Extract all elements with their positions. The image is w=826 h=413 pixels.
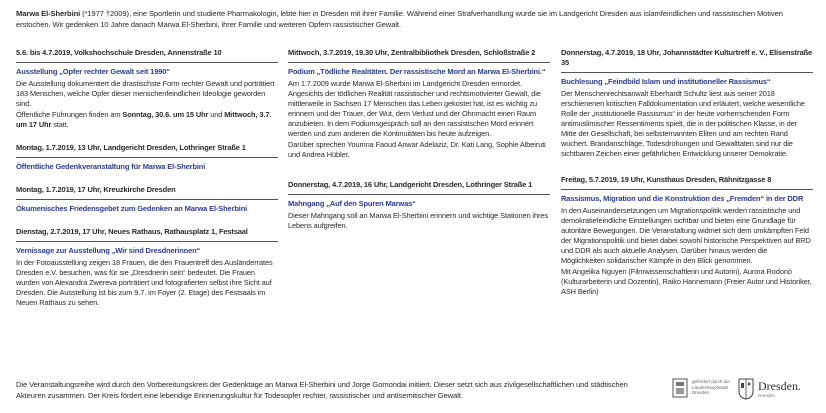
city-wordmark: Dresden. — [758, 379, 801, 393]
event-title: Öffentliche Gedenkveranstaltung für Marwa El-Sherbini — [16, 162, 206, 171]
sponsor-logo — [672, 376, 822, 410]
divider — [16, 241, 278, 242]
event-head: Montag, 1.7.2019, 17 Uhr, Kreuzkirche Dresden — [16, 185, 176, 194]
event-body — [16, 79, 278, 130]
divider — [16, 157, 278, 158]
event-kunsthaus — [561, 175, 813, 297]
event-head: Montag, 1.7.2019, 13 Uhr, Landgericht Dresden, Lothringer Straße 1 — [16, 143, 246, 152]
event-exhibition-vhs — [16, 48, 278, 130]
intro-text: (*1977 †2009), eine Sportlerin und studierte Pharmakologin, lebte hier in Dresden mit ihrer Familie. Während einer Strafverhandlung wurde sie im Landgericht Dresden aus islamfeindlichen und rassistischen Motiven erstochen. Wir gedenken 10 Jahre danach Marwa El-Sherbini, ihrer Familie und weiteren Opfern rassistischer Gewalt. — [16, 9, 783, 29]
event-title: Ökumenisches Friedensgebet zum Gedenken an Marwa El-Sherbini — [16, 204, 248, 213]
event-body — [288, 79, 550, 160]
event-vernissage — [16, 227, 278, 308]
divider — [561, 189, 813, 190]
event-text: Öffentliche Führungen finden am Sonntag, 30.6. um 15 Uhr und Mittwoch, 3.7. um 17 Uhr statt. — [16, 110, 272, 129]
event-head: Mittwoch, 3.7.2019, 19.30 Uhr, Zentralbibliothek Dresden, Schloßstraße 2 — [288, 48, 536, 57]
event-head: 5.6. bis 4.7.2019, Volkshochschule Dresden, Annenstraße 10 — [16, 48, 222, 57]
event-body — [561, 206, 813, 297]
city-crest-icon — [738, 378, 754, 400]
dresden-emblem-icon — [672, 378, 688, 398]
event-body: Der Menschenrechtsanwalt Eberhardt Schultz liest aus seiner 2018 erschienenen kritischen Falldokumentation und erläutert, welche wesentliche Rolle der „institutionelle Rassismus“ in der heute vorherrschenden Form antimuslimischer Ressentiments spielt, die in der politischen Klasse, in der Mitte der Gesellschaft, bei selbsternannten Eliten und am rechten Rand wuchert. Brandanschläge, Todesdrohungen und Gewalttaten sind nur die sichtbaren Zeichen einer gefährlichen Entwicklung unserer Demokratie. — [561, 89, 805, 158]
event-title: Mahngang „Auf den Spuren Marwas“ — [288, 199, 416, 208]
event-body: Dieser Mahngang soll an Marwa El-Sherbini erinnern und wichtige Stationen ihres Lebens aufgreifen. — [288, 211, 548, 230]
tour-date-1: Sonntag, 30.6. um 15 Uhr — [122, 110, 209, 119]
event-head: Donnerstag, 4.7.2019, 18 Uhr, Johannstädter Kulturtreff e. V., Elisenstraße 35 — [561, 48, 813, 67]
event-head: Dienstag, 2.7.2019, 17 Uhr, Neues Rathaus, Rathausplatz 1, Festsaal — [16, 227, 248, 236]
column-2 — [288, 48, 550, 244]
event-book-reading — [561, 48, 813, 159]
divider — [561, 72, 813, 73]
event-text: Darüber sprechen Youmna Faoud Anwar Adelaziz, Dr. Kati Lang, Sophie Albeiruti und Andrea Hübler. — [288, 140, 546, 159]
intro-paragraph — [16, 8, 816, 30]
event-text: Mit Angelika Nguyen (Filmwissenschaftlerin und Autorin), Aurora Rodonò (Kulturarbeiterin und Dozentin), Raiko Hannemann (Freier Autor und Historiker, ASH Berlin) — [561, 267, 812, 296]
event-text: Am 1.7.2009 wurde Marwa El-Sherbini im Landgericht Dresden ermordet. Angesichts der tödlichen Realität rassistischer und rechtsmotivierter Gewalt, die mittlerweile in Sachsen 17 Menschen das Leben gekostet hat, ist es wichtig zu erinnern und der Trauer, der Wut, dem Verlust und der Ohnmacht einen Raum anzubieten. In dem Podiumsgespräch soll an den rassistischen Mord erinnert werden und zum anderen die Kontinuitäten bis heute aufzeigen. — [288, 79, 541, 138]
event-body: In der Fotoausstellung zeigen 18 Frauen, die den Frauentreff des Ausländerrates Dresden e.V. besuchen, was für sie „Dresdnerin sein“ bedeutet. Die Frauen wurden von Alexandra Zwereva porträtiert und fotografierten selbst ihre Sicht auf Dresden. Die Ausstellung ist bis zum 9.7. im Foyer (2. Etage) des Festsaals im Neuen Rathaus zu sehen. — [16, 258, 273, 307]
event-title: Ausstellung „Opfer rechter Gewalt seit 1990“ — [16, 67, 170, 76]
event-title: Vernissage zur Ausstellung „Wir sind Dresdnerinnen“ — [16, 246, 201, 255]
event-mahngang — [288, 180, 550, 231]
event-head: Freitag, 5.7.2019, 19 Uhr, Kunsthaus Dresden, Rähnitzgasse 8 — [561, 175, 772, 184]
event-title: Rassismus, Migration und die Konstruktion des „Fremden“ in der DDR — [561, 194, 804, 203]
tour-date-2: Mittwoch, 3.7. um 17 Uhr — [16, 110, 272, 129]
column-1 — [16, 48, 278, 321]
divider — [16, 199, 278, 200]
event-head: Donnerstag, 4.7.2019, 16 Uhr, Landgericht Dresden, Lothringer Straße 1 — [288, 180, 533, 189]
event-text: Die Ausstellung dokumentiert die drastischste Form rechter Gewalt und porträtiert 183 Menschen, welche Opfer dieser menschenfeindlichen Ideologie geworden sind. — [16, 79, 275, 108]
column-3 — [561, 48, 813, 310]
sponsor-credit: gefördert durch die Landeshauptstadt Dresden — [692, 379, 730, 395]
event-text: In den Auseinandersetzungen um Migrationspolitik werden rassistische und demokratiefeindliche Einstellungen sichtbar und bieten eine Grundlage für autoritäre Bewegungen. Die Veranstaltung widmet sich dem umkämpften Feld der Migrationspolitik und bietet dabei sowohl historische Perspektiven auf BRD und DDR als auch aktuelle Analysen. Darüber hinaus werden die Möglichkeiten solidarischer Kämpfe in den Blick genommen. — [561, 206, 811, 265]
divider — [288, 62, 550, 63]
intro-name: Marwa El-Sherbini — [16, 9, 81, 18]
footer-note: Die Veranstaltungsreihe wird durch den Vorbereitungskreis der Gedenktage an Marwa El-Sherbini und Jorge Gomondai initiiert. Dieser setzt sich aus zivilgesellschaftlichen und städtischen Akteuren zusammen. Der Kreis fördert eine lebendige Erinnerungskultur für Todesopfer rechter, rassistischer und antisemitischer Gewalt. — [16, 380, 628, 400]
city-subtitle: Dresden — [758, 393, 776, 398]
divider — [288, 194, 550, 195]
divider — [16, 62, 278, 63]
event-title: Podium „Tödliche Realitäten. Der rassistische Mord an Marwa El-Sherbini.“ — [288, 67, 546, 76]
event-peace-prayer — [16, 185, 278, 214]
event-memorial-landgericht — [16, 143, 278, 172]
event-podium — [288, 48, 550, 160]
event-title: Buchlesung „Feindbild Islam und institutioneller Rassismus“ — [561, 77, 771, 86]
